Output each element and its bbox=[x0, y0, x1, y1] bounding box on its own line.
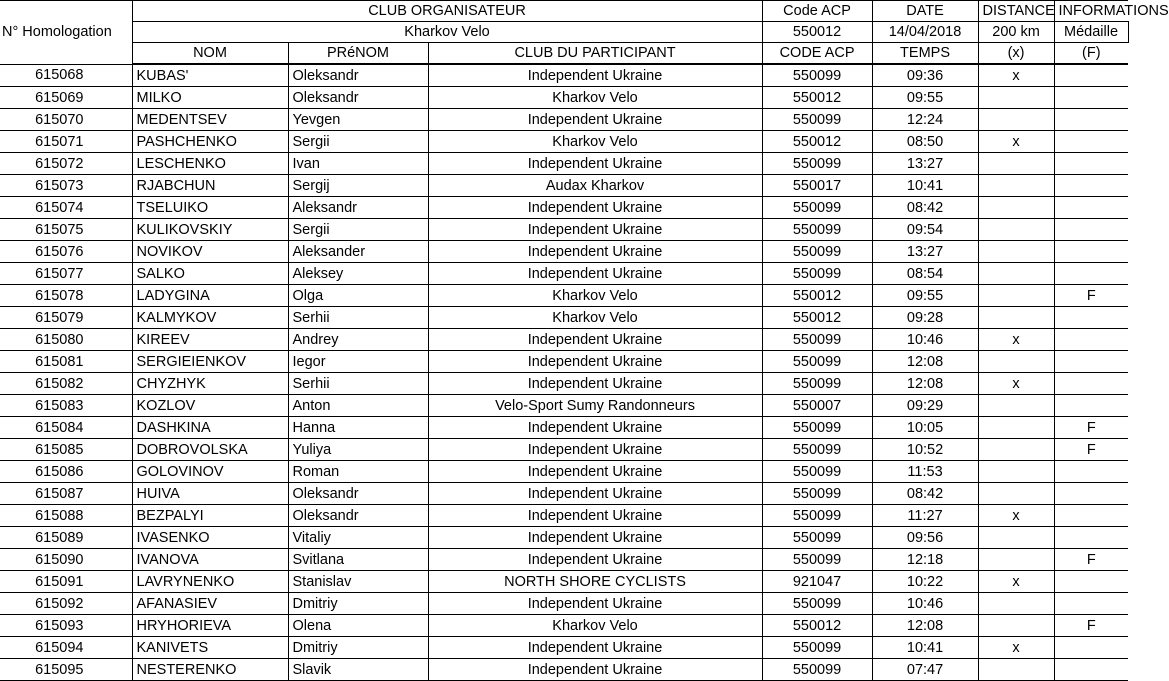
sexe-cell bbox=[1054, 593, 1128, 615]
club-cell: Independent Ukraine bbox=[428, 593, 762, 615]
nom-cell: HRYHORIEVA bbox=[132, 615, 288, 637]
club-cell: Independent Ukraine bbox=[428, 263, 762, 285]
homologation-cell: 615074 bbox=[0, 197, 132, 219]
homologation-cell: 615083 bbox=[0, 395, 132, 417]
temps-cell: 09:54 bbox=[872, 219, 978, 241]
sexe-cell bbox=[1054, 461, 1128, 483]
code-acp-cell: 550099 bbox=[762, 197, 872, 219]
temps-cell: 07:47 bbox=[872, 659, 978, 681]
medaille-cell: x bbox=[978, 571, 1054, 593]
code-acp-cell: 550099 bbox=[762, 659, 872, 681]
medaille-cell: x bbox=[978, 329, 1054, 351]
temps-cell: 10:52 bbox=[872, 439, 978, 461]
date-header: DATE bbox=[872, 1, 978, 22]
club-cell: Independent Ukraine bbox=[428, 153, 762, 175]
club-cell: Kharkov Velo bbox=[428, 307, 762, 329]
club-cell: Kharkov Velo bbox=[428, 615, 762, 637]
prenom-cell: Slavik bbox=[288, 659, 428, 681]
medaille-cell bbox=[978, 395, 1054, 417]
temps-cell: 09:56 bbox=[872, 527, 978, 549]
club-cell: Independent Ukraine bbox=[428, 351, 762, 373]
table-row bbox=[0, 219, 1128, 241]
club-organisateur-header: CLUB ORGANISATEUR bbox=[132, 1, 762, 22]
temps-cell: 12:08 bbox=[872, 351, 978, 373]
sexe-cell bbox=[1054, 131, 1128, 153]
club-cell: Independent Ukraine bbox=[428, 241, 762, 263]
sexe-cell bbox=[1054, 219, 1128, 241]
sexe-cell bbox=[1054, 483, 1128, 505]
table-row bbox=[0, 505, 1128, 527]
table-row bbox=[0, 109, 1128, 131]
prenom-cell: Sergii bbox=[288, 131, 428, 153]
club-cell: Independent Ukraine bbox=[428, 439, 762, 461]
code-acp-value: 550012 bbox=[762, 22, 872, 43]
temps-cell: 13:27 bbox=[872, 241, 978, 263]
club-cell: NORTH SHORE CYCLISTS bbox=[428, 571, 762, 593]
table-row bbox=[0, 285, 1128, 307]
homologation-cell: 615071 bbox=[0, 131, 132, 153]
table-row bbox=[0, 615, 1128, 637]
club-cell: Independent Ukraine bbox=[428, 637, 762, 659]
prenom-cell: Aleksey bbox=[288, 263, 428, 285]
club-cell: Kharkov Velo bbox=[428, 131, 762, 153]
club-cell: Independent Ukraine bbox=[428, 329, 762, 351]
homologation-cell: 615084 bbox=[0, 417, 132, 439]
club-cell: Independent Ukraine bbox=[428, 64, 762, 87]
code-acp-cell: 550099 bbox=[762, 373, 872, 395]
sexe-cell bbox=[1054, 659, 1128, 681]
nom-cell: SERGIEIENKOV bbox=[132, 351, 288, 373]
temps-cell: 09:28 bbox=[872, 307, 978, 329]
header-row-1 bbox=[0, 1, 1128, 22]
code-acp-cell: 550099 bbox=[762, 109, 872, 131]
table-row bbox=[0, 395, 1128, 417]
table-row bbox=[0, 175, 1128, 197]
temps-cell: 09:55 bbox=[872, 285, 978, 307]
sexe-cell: F bbox=[1054, 439, 1128, 461]
temps-cell: 08:50 bbox=[872, 131, 978, 153]
nom-cell: TSELUIKO bbox=[132, 197, 288, 219]
table-row bbox=[0, 527, 1128, 549]
sexe-cell: F bbox=[1054, 615, 1128, 637]
table-row bbox=[0, 549, 1128, 571]
nom-cell: NOVIKOV bbox=[132, 241, 288, 263]
table-row bbox=[0, 571, 1128, 593]
temps-cell: 10:46 bbox=[872, 593, 978, 615]
prenom-cell: Oleksandr bbox=[288, 87, 428, 109]
temps-cell: 13:27 bbox=[872, 153, 978, 175]
sexe-cell bbox=[1054, 329, 1128, 351]
temps-cell: 08:54 bbox=[872, 263, 978, 285]
medaille-cell bbox=[978, 109, 1054, 131]
homologation-cell: 615095 bbox=[0, 659, 132, 681]
code-acp-header: Code ACP bbox=[762, 1, 872, 22]
club-cell: Independent Ukraine bbox=[428, 549, 762, 571]
table-row bbox=[0, 593, 1128, 615]
homologation-cell: 615085 bbox=[0, 439, 132, 461]
temps-cell: 09:55 bbox=[872, 87, 978, 109]
prenom-cell: Andrey bbox=[288, 329, 428, 351]
homologation-cell: 615092 bbox=[0, 593, 132, 615]
nom-cell: MILKO bbox=[132, 87, 288, 109]
code-acp-cell: 550099 bbox=[762, 461, 872, 483]
prenom-cell: Aleksandr bbox=[288, 197, 428, 219]
homologation-cell: 615094 bbox=[0, 637, 132, 659]
prenom-cell: Oleksandr bbox=[288, 505, 428, 527]
temps-cell: 08:42 bbox=[872, 483, 978, 505]
medaille-cell bbox=[978, 153, 1054, 175]
nom-cell: MEDENTSEV bbox=[132, 109, 288, 131]
homologation-cell: 615078 bbox=[0, 285, 132, 307]
nom-cell: BEZPALYI bbox=[132, 505, 288, 527]
medaille-cell bbox=[978, 593, 1054, 615]
homologation-cell: 615093 bbox=[0, 615, 132, 637]
homologation-cell: 615087 bbox=[0, 483, 132, 505]
prenom-cell: Hanna bbox=[288, 417, 428, 439]
club-cell: Kharkov Velo bbox=[428, 87, 762, 109]
medaille-cell bbox=[978, 351, 1054, 373]
nom-cell: CHYZHYK bbox=[132, 373, 288, 395]
homologation-cell: 615077 bbox=[0, 263, 132, 285]
club-cell: Independent Ukraine bbox=[428, 505, 762, 527]
medaille-cell bbox=[978, 87, 1054, 109]
table-row bbox=[0, 64, 1128, 87]
nom-cell: NESTERENKO bbox=[132, 659, 288, 681]
table-row bbox=[0, 263, 1128, 285]
nom-cell: DASHKINA bbox=[132, 417, 288, 439]
medaille-header: Médaille bbox=[1054, 22, 1128, 43]
nom-cell: HUIVA bbox=[132, 483, 288, 505]
nom-cell: KALMYKOV bbox=[132, 307, 288, 329]
club-cell: Independent Ukraine bbox=[428, 417, 762, 439]
code-acp-cell: 550099 bbox=[762, 505, 872, 527]
code-acp-cell: 550099 bbox=[762, 527, 872, 549]
code-acp-cell: 550099 bbox=[762, 153, 872, 175]
prenom-cell: Aleksander bbox=[288, 241, 428, 263]
homologation-cell: 615090 bbox=[0, 549, 132, 571]
medaille-cell bbox=[978, 615, 1054, 637]
nom-cell: AFANASIEV bbox=[132, 593, 288, 615]
club-cell: Independent Ukraine bbox=[428, 659, 762, 681]
club-cell: Velo-Sport Sumy Randonneurs bbox=[428, 395, 762, 417]
club-organisateur-value: Kharkov Velo bbox=[132, 22, 762, 43]
medaille-cell bbox=[978, 483, 1054, 505]
sexe-cell bbox=[1054, 373, 1128, 395]
table-row bbox=[0, 373, 1128, 395]
club-column-header: CLUB DU PARTICIPANT bbox=[428, 43, 762, 65]
code-acp-cell: 550017 bbox=[762, 175, 872, 197]
nom-cell: IVASENKO bbox=[132, 527, 288, 549]
temps-cell: 12:18 bbox=[872, 549, 978, 571]
code-acp-cell: 550099 bbox=[762, 329, 872, 351]
temps-cell: 11:27 bbox=[872, 505, 978, 527]
prenom-cell: Svitlana bbox=[288, 549, 428, 571]
code-acp-cell: 550099 bbox=[762, 483, 872, 505]
homologation-cell: 615089 bbox=[0, 527, 132, 549]
prenom-cell: Yuliya bbox=[288, 439, 428, 461]
homologation-header: N° Homologation bbox=[0, 1, 132, 65]
club-cell: Independent Ukraine bbox=[428, 483, 762, 505]
nom-cell: GOLOVINOV bbox=[132, 461, 288, 483]
medaille-cell bbox=[978, 527, 1054, 549]
homologation-cell: 615068 bbox=[0, 64, 132, 87]
code-acp-cell: 550099 bbox=[762, 637, 872, 659]
sexe-cell bbox=[1054, 263, 1128, 285]
code-acp-cell: 921047 bbox=[762, 571, 872, 593]
code-acp-cell: 550099 bbox=[762, 64, 872, 87]
table-row bbox=[0, 659, 1128, 681]
table-row bbox=[0, 417, 1128, 439]
prenom-cell: Dmitriy bbox=[288, 593, 428, 615]
sexe-cell bbox=[1054, 197, 1128, 219]
nom-cell: LESCHENKO bbox=[132, 153, 288, 175]
nom-cell: KOZLOV bbox=[132, 395, 288, 417]
club-cell: Kharkov Velo bbox=[428, 285, 762, 307]
sexe-cell bbox=[1054, 637, 1128, 659]
prenom-cell: Serhii bbox=[288, 373, 428, 395]
club-cell: Independent Ukraine bbox=[428, 527, 762, 549]
temps-cell: 10:46 bbox=[872, 329, 978, 351]
prenom-cell: Dmitriy bbox=[288, 637, 428, 659]
temps-cell: 10:22 bbox=[872, 571, 978, 593]
nom-cell: KANIVETS bbox=[132, 637, 288, 659]
nom-cell: KIREEV bbox=[132, 329, 288, 351]
homologation-cell: 615086 bbox=[0, 461, 132, 483]
homologation-cell: 615070 bbox=[0, 109, 132, 131]
code-acp-column-header: CODE ACP bbox=[762, 43, 872, 65]
prenom-cell: Vitaliy bbox=[288, 527, 428, 549]
table-row bbox=[0, 131, 1128, 153]
prenom-cell: Olena bbox=[288, 615, 428, 637]
medaille-cell: x bbox=[978, 637, 1054, 659]
temps-cell: 10:05 bbox=[872, 417, 978, 439]
prenom-cell: Ivan bbox=[288, 153, 428, 175]
code-acp-cell: 550099 bbox=[762, 219, 872, 241]
prenom-cell: Roman bbox=[288, 461, 428, 483]
sexe-cell bbox=[1054, 351, 1128, 373]
sexe-cell bbox=[1054, 109, 1128, 131]
temps-cell: 10:41 bbox=[872, 637, 978, 659]
prenom-cell: Serhii bbox=[288, 307, 428, 329]
medaille-cell bbox=[978, 263, 1054, 285]
code-acp-cell: 550099 bbox=[762, 593, 872, 615]
prenom-column-header: PRéNOM bbox=[288, 43, 428, 65]
sexe-cell bbox=[1054, 307, 1128, 329]
medaille-cell bbox=[978, 549, 1054, 571]
medaille-cell bbox=[978, 285, 1054, 307]
homologation-cell: 615073 bbox=[0, 175, 132, 197]
sexe-hint: (F) bbox=[1054, 43, 1128, 65]
header-row-2 bbox=[0, 22, 1128, 43]
code-acp-cell: 550099 bbox=[762, 417, 872, 439]
code-acp-cell: 550012 bbox=[762, 307, 872, 329]
table-row bbox=[0, 307, 1128, 329]
club-cell: Independent Ukraine bbox=[428, 197, 762, 219]
code-acp-cell: 550012 bbox=[762, 285, 872, 307]
homologation-cell: 615081 bbox=[0, 351, 132, 373]
temps-cell: 12:08 bbox=[872, 373, 978, 395]
sexe-cell: F bbox=[1054, 417, 1128, 439]
prenom-cell: Iegor bbox=[288, 351, 428, 373]
table-row bbox=[0, 197, 1128, 219]
nom-cell: PASHCHENKO bbox=[132, 131, 288, 153]
distance-header: DISTANCE bbox=[978, 1, 1054, 22]
medaille-cell bbox=[978, 417, 1054, 439]
table-row bbox=[0, 351, 1128, 373]
code-acp-cell: 550012 bbox=[762, 131, 872, 153]
prenom-cell: Sergij bbox=[288, 175, 428, 197]
medaille-cell: x bbox=[978, 131, 1054, 153]
medaille-cell bbox=[978, 241, 1054, 263]
temps-cell: 09:36 bbox=[872, 64, 978, 87]
code-acp-cell: 550012 bbox=[762, 615, 872, 637]
homologation-cell: 615088 bbox=[0, 505, 132, 527]
table-row bbox=[0, 439, 1128, 461]
prenom-cell: Olga bbox=[288, 285, 428, 307]
homologation-cell: 615079 bbox=[0, 307, 132, 329]
medaille-cell bbox=[978, 439, 1054, 461]
sexe-cell bbox=[1054, 87, 1128, 109]
medaille-cell bbox=[978, 659, 1054, 681]
sexe-cell: F bbox=[1054, 549, 1128, 571]
table-row bbox=[0, 153, 1128, 175]
date-value: 14/04/2018 bbox=[872, 22, 978, 43]
medaille-cell bbox=[978, 219, 1054, 241]
table-row bbox=[0, 461, 1128, 483]
homologation-cell: 615082 bbox=[0, 373, 132, 395]
club-cell: Independent Ukraine bbox=[428, 373, 762, 395]
nom-cell: SALKO bbox=[132, 263, 288, 285]
prenom-cell: Yevgen bbox=[288, 109, 428, 131]
nom-cell: KUBAS' bbox=[132, 64, 288, 87]
prenom-cell: Sergii bbox=[288, 219, 428, 241]
header-row-3 bbox=[0, 43, 1128, 65]
sexe-cell bbox=[1054, 571, 1128, 593]
informations-header: INFORMATIONS bbox=[1054, 1, 1128, 22]
nom-cell: KULIKOVSKIY bbox=[132, 219, 288, 241]
sexe-cell bbox=[1054, 64, 1128, 87]
temps-cell: 12:24 bbox=[872, 109, 978, 131]
sexe-cell bbox=[1054, 527, 1128, 549]
medaille-cell bbox=[978, 197, 1054, 219]
table-row bbox=[0, 87, 1128, 109]
prenom-cell: Stanislav bbox=[288, 571, 428, 593]
temps-cell: 08:42 bbox=[872, 197, 978, 219]
prenom-cell: Oleksandr bbox=[288, 483, 428, 505]
code-acp-cell: 550099 bbox=[762, 241, 872, 263]
code-acp-cell: 550007 bbox=[762, 395, 872, 417]
medaille-cell: x bbox=[978, 64, 1054, 87]
temps-column-header: TEMPS bbox=[872, 43, 978, 65]
medaille-cell bbox=[978, 175, 1054, 197]
temps-cell: 10:41 bbox=[872, 175, 978, 197]
sexe-cell bbox=[1054, 395, 1128, 417]
medaille-cell: x bbox=[978, 373, 1054, 395]
sexe-cell bbox=[1054, 241, 1128, 263]
temps-cell: 11:53 bbox=[872, 461, 978, 483]
prenom-cell: Oleksandr bbox=[288, 64, 428, 87]
club-cell: Audax Kharkov bbox=[428, 175, 762, 197]
code-acp-cell: 550099 bbox=[762, 549, 872, 571]
homologation-cell: 615072 bbox=[0, 153, 132, 175]
code-acp-cell: 550012 bbox=[762, 87, 872, 109]
code-acp-cell: 550099 bbox=[762, 351, 872, 373]
medaille-cell bbox=[978, 307, 1054, 329]
table-row bbox=[0, 329, 1128, 351]
nom-cell: LAVRYNENKO bbox=[132, 571, 288, 593]
medaille-hint: (x) bbox=[978, 43, 1054, 65]
sexe-cell bbox=[1054, 175, 1128, 197]
nom-cell: DOBROVOLSKA bbox=[132, 439, 288, 461]
sexe-cell: F bbox=[1054, 285, 1128, 307]
temps-cell: 09:29 bbox=[872, 395, 978, 417]
homologation-cell: 615075 bbox=[0, 219, 132, 241]
table-row bbox=[0, 637, 1128, 659]
medaille-cell: x bbox=[978, 505, 1054, 527]
nom-cell: LADYGINA bbox=[132, 285, 288, 307]
club-cell: Independent Ukraine bbox=[428, 109, 762, 131]
code-acp-cell: 550099 bbox=[762, 263, 872, 285]
sexe-cell bbox=[1054, 505, 1128, 527]
nom-cell: RJABCHUN bbox=[132, 175, 288, 197]
distance-value: 200 km bbox=[978, 22, 1054, 43]
homologation-cell: 615080 bbox=[0, 329, 132, 351]
homologation-cell: 615091 bbox=[0, 571, 132, 593]
table-row bbox=[0, 241, 1128, 263]
homologation-cell: 615076 bbox=[0, 241, 132, 263]
nom-column-header: NOM bbox=[132, 43, 288, 65]
homologation-cell: 615069 bbox=[0, 87, 132, 109]
club-cell: Independent Ukraine bbox=[428, 461, 762, 483]
sexe-cell bbox=[1054, 153, 1128, 175]
temps-cell: 12:08 bbox=[872, 615, 978, 637]
table-row bbox=[0, 483, 1128, 505]
nom-cell: IVANOVA bbox=[132, 549, 288, 571]
prenom-cell: Anton bbox=[288, 395, 428, 417]
code-acp-cell: 550099 bbox=[762, 439, 872, 461]
medaille-cell bbox=[978, 461, 1054, 483]
club-cell: Independent Ukraine bbox=[428, 219, 762, 241]
